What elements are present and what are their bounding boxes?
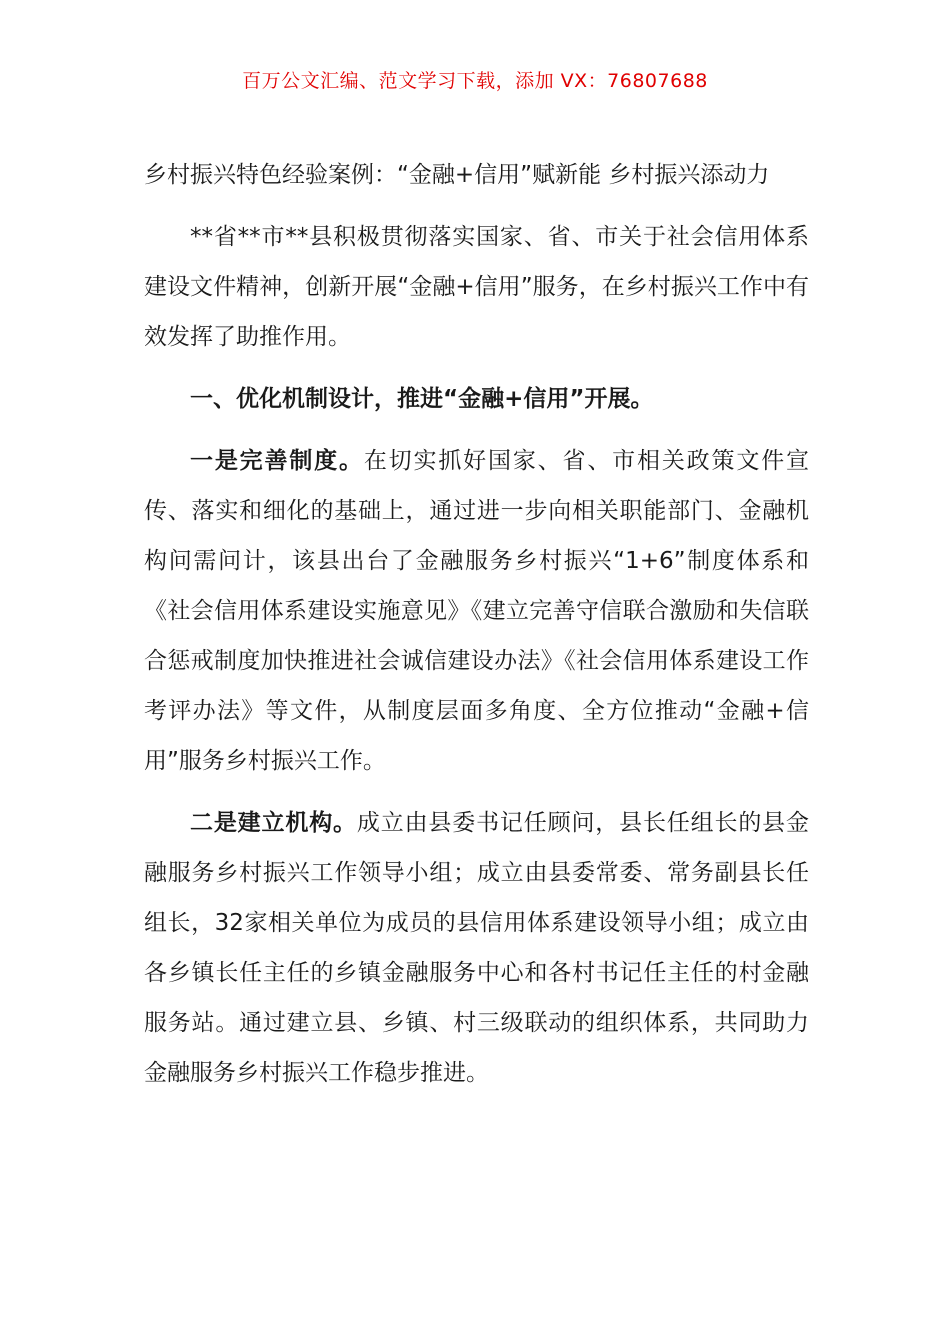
paragraph-lead: 二是建立机构。 — [190, 810, 357, 836]
document-body — [144, 150, 809, 1110]
watermark-header: 百万公文汇编、范文学习下载，添加 VX：76807688 — [242, 70, 708, 92]
document-title: 乡村振兴特色经验案例：“金融+信用”赋新能 乡村振兴添动力 — [144, 162, 770, 188]
paragraph-text: 在切实抓好国家、省、市相关政策文件宣传、落实和细化的基础上，通过进一步向相关职能部门、金融机构问需问计，该县出台了金融服务乡村振兴“1+6”制度体系和《社会信用体系建设实施意见》《建立完善守信联合激励和失信联合惩戒制度加快推进社会诚信建设办法》《社会信用体系建设工作考评办法》等文件，从制度层面多角度、全方位推动“金融+信用”服务乡村振兴工作。 — [144, 448, 810, 774]
paragraph-text: 成立由县委书记任顾问，县长任组长的县金融服务乡村振兴工作领导小组；成立由县委常委、常务副县长任组长，32家相关单位为成员的县信用体系建设领导小组；成立由各乡镇长任主任的乡镇金融服务中心和各村书记任主任的村金融服务站。通过建立县、乡镇、村三级联动的组织体系，共同助力金融服务乡村振兴工作稳步推进。 — [144, 810, 810, 1086]
intro-paragraph: **省**市**县积极贯彻落实国家、省、市关于社会信用体系建设文件精神，创新开展“金融+信用”服务，在乡村振兴工作中有效发挥了助推作用。 — [144, 224, 809, 350]
section-heading-1: 一、优化机制设计，推进“金融+信用”开展。 — [190, 386, 654, 412]
paragraph-lead: 一是完善制度。 — [190, 448, 364, 474]
paragraph-organization — [144, 798, 809, 1098]
paragraph-system — [144, 436, 809, 786]
